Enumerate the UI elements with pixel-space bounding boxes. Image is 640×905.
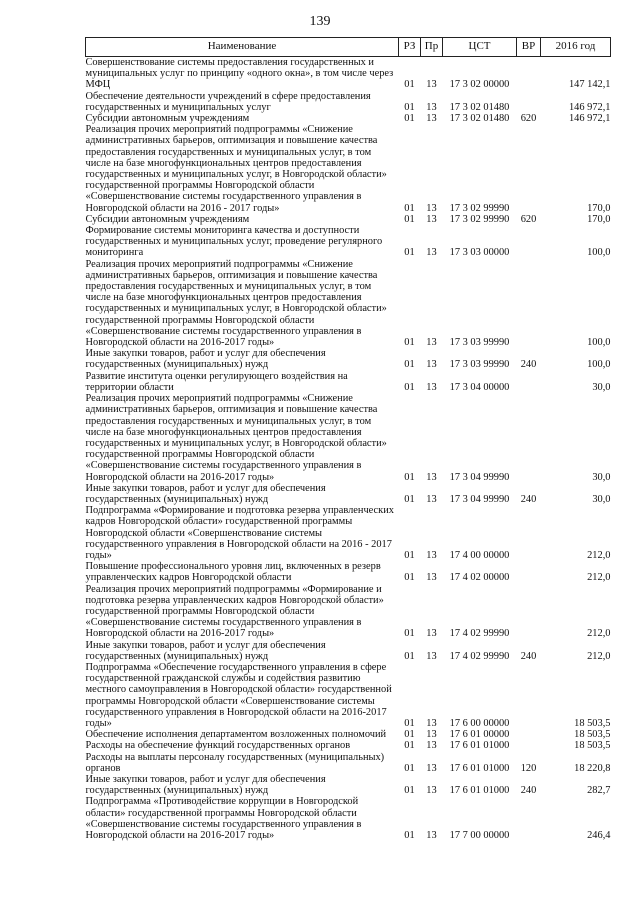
table-row <box>86 640 611 662</box>
cell-rz: 01 <box>404 549 415 561</box>
cell-cst: 17 3 02 00000 <box>449 79 510 91</box>
cell-cst: 17 6 01 01000 <box>449 740 510 752</box>
cell-name: Обеспечение деятельности учреждений в сфере предоставления государственных и муниципальных услуг <box>85 90 371 113</box>
table-row <box>86 259 611 349</box>
cell-rz: 01 <box>404 729 415 741</box>
cell-rz: 01 <box>404 785 415 797</box>
cell-pr: 13 <box>426 572 437 584</box>
cell-sum: 146 972,1 <box>568 101 611 113</box>
cell-pr: 13 <box>426 830 437 842</box>
cell-name: Подпрограмма «Противодействие коррупции в Новгородской области» государственной программы Новгородской области «Совершенствование системы государственного управления в Новгородской области на 2016-2017 годы» <box>85 796 362 842</box>
budget-table <box>85 37 611 841</box>
cell-vr: 240 <box>520 359 537 371</box>
cell-vr <box>517 91 541 113</box>
cell-cst: 17 3 02 01480 <box>449 101 510 113</box>
cell-sum: 212,0 <box>587 572 611 584</box>
cell-vr <box>517 57 541 91</box>
cell-pr: 13 <box>426 337 437 349</box>
cell-name: Повышение профессионального уровня лиц, включенных в резерв управленческих кадров Новгородской области <box>85 561 381 584</box>
cell-sum: 18 503,5 <box>574 729 611 741</box>
cell-cst: 17 3 02 99990 <box>449 202 510 214</box>
cell-sum: 100,0 <box>587 359 611 371</box>
table-row <box>86 113 611 124</box>
cell-name: Субсидии автономным учреждениям <box>85 213 250 225</box>
cell-pr: 13 <box>426 79 437 91</box>
table-row <box>86 214 611 225</box>
cell-sum: 170,0 <box>587 202 611 214</box>
cell-sum: 18 220,8 <box>574 762 611 774</box>
cell-pr: 13 <box>426 785 437 797</box>
cell-rz: 01 <box>404 113 415 125</box>
cell-name: Иные закупки товаров, работ и услуг для обеспечения государственных (муниципальных) нужд <box>85 774 326 797</box>
cell-sum: 212,0 <box>587 650 611 662</box>
cell-cst: 17 4 02 99990 <box>449 628 510 640</box>
table-row <box>86 729 611 740</box>
cell-vr <box>517 729 541 740</box>
column-header-cst: ЦСТ <box>443 38 517 57</box>
cell-vr <box>517 796 541 841</box>
cell-rz: 01 <box>404 628 415 640</box>
cell-vr <box>517 124 541 214</box>
cell-name: Реализация прочих мероприятий подпрограммы «Формирование и подготовка резерва управленческих кадров Новгородской области» государственной программы Новгородской области «Совершенствование системы государственного управления в Новгородской области на 2016-2017 годы» <box>85 583 384 640</box>
cell-cst: 17 3 03 99990 <box>449 337 510 349</box>
cell-name: Реализация прочих мероприятий подпрограммы «Снижение административных барьеров, оптимизация и повышение качества предоставления государственных и муниципальных услуг, в том числе на базе многофункциональных центров предоставления государственных и муниципальных услуг, в Новгородской области» государственной программы Новгородской области «Совершенствование системы государственного управления в Новгородской области на 2016-2017 годы» <box>85 258 387 349</box>
cell-sum: 212,0 <box>587 549 611 561</box>
cell-rz: 01 <box>404 101 415 113</box>
cell-name: Совершенствование системы предоставления государственных и муниципальных услуг по принципу «одного окна», в том числе через МФЦ <box>85 57 394 91</box>
cell-sum: 18 503,5 <box>574 740 611 752</box>
table-row <box>86 561 611 583</box>
cell-sum: 246,4 <box>587 830 611 842</box>
cell-vr <box>517 740 541 751</box>
cell-pr: 13 <box>426 717 437 729</box>
cell-name: Реализация прочих мероприятий подпрограммы «Снижение административных барьеров, оптимизация и повышение качества предоставления государственных и муниципальных услуг, в том числе на базе многофункциональных центров предоставления государственных и муниципальных услуг, в Новгородской области» государственной программы Новгородской области «Совершенствование системы государственного управления в Новгородской области на 2016-2017 годы» <box>85 393 387 483</box>
cell-cst: 17 3 03 00000 <box>449 247 510 259</box>
cell-cst: 17 6 01 00000 <box>449 729 510 741</box>
cell-name: Подпрограмма «Обеспечение государственного управления в сфере государственной гражданской службы и содействия развитию местного самоуправления в Новгородской области» государственной программы Новгородской области «Совершенствование системы государственного управления в Новгородской области на 2016-2017 годы» <box>85 661 392 729</box>
table-row <box>86 662 611 729</box>
cell-rz: 01 <box>404 493 415 505</box>
cell-name: Иные закупки товаров, работ и услуг для обеспечения государственных (муниципальных) нужд <box>85 348 326 371</box>
table-row <box>86 91 611 113</box>
table-row <box>86 124 611 214</box>
cell-vr: 620 <box>520 213 537 225</box>
cell-name: Обеспечение исполнения департаментом возложенных полномочий <box>85 729 387 741</box>
table-row <box>86 393 611 483</box>
table-row <box>86 225 611 259</box>
cell-pr: 13 <box>426 359 437 371</box>
cell-rz: 01 <box>404 213 415 225</box>
cell-vr: 240 <box>520 493 537 505</box>
cell-cst: 17 4 00 00000 <box>449 549 510 561</box>
column-header-year: 2016 год <box>541 38 611 57</box>
cell-vr <box>517 225 541 259</box>
cell-name: Расходы на обеспечение функций государственных органов <box>85 740 351 752</box>
cell-pr: 13 <box>426 493 437 505</box>
table-header-row <box>86 38 611 57</box>
cell-sum: 100,0 <box>587 337 611 349</box>
cell-sum: 212,0 <box>587 628 611 640</box>
cell-cst: 17 6 01 01000 <box>449 762 510 774</box>
cell-rz: 01 <box>404 359 415 371</box>
cell-rz: 01 <box>404 381 415 393</box>
cell-rz: 01 <box>404 247 415 259</box>
cell-rz: 01 <box>404 79 415 91</box>
cell-vr: 120 <box>520 762 537 774</box>
cell-vr <box>517 259 541 349</box>
table-row <box>86 774 611 796</box>
cell-cst: 17 3 04 99990 <box>449 471 510 483</box>
cell-rz: 01 <box>404 740 415 752</box>
cell-rz: 01 <box>404 650 415 662</box>
cell-rz: 01 <box>404 717 415 729</box>
cell-pr: 13 <box>426 549 437 561</box>
table-row <box>86 348 611 370</box>
cell-cst: 17 4 02 00000 <box>449 572 510 584</box>
cell-pr: 13 <box>426 202 437 214</box>
cell-pr: 13 <box>426 247 437 259</box>
cell-vr <box>517 505 541 561</box>
cell-pr: 13 <box>426 762 437 774</box>
cell-vr: 620 <box>520 113 537 125</box>
cell-pr: 13 <box>426 650 437 662</box>
cell-vr: 240 <box>520 650 537 662</box>
cell-sum: 170,0 <box>587 213 611 225</box>
cell-name: Реализация прочих мероприятий подпрограммы «Снижение административных барьеров, оптимизация и повышение качества предоставления государственных и муниципальных услуг, в том числе на базе многофункциональных центров предоставления государственных и муниципальных услуг, в Новгородской области» государственной программы Новгородской области «Совершенствование системы государственного управления в Новгородской области на 2016 - 2017 годы» <box>85 124 387 214</box>
cell-pr: 13 <box>426 101 437 113</box>
cell-rz: 01 <box>404 830 415 842</box>
cell-sum: 147 142,1 <box>568 79 611 91</box>
cell-name: Субсидии автономным учреждениям <box>85 113 250 125</box>
cell-cst: 17 3 03 99990 <box>449 359 510 371</box>
cell-cst: 17 7 00 00000 <box>449 830 510 842</box>
cell-sum: 282,7 <box>587 785 611 797</box>
cell-vr <box>517 393 541 483</box>
cell-sum: 30,0 <box>592 471 611 483</box>
cell-name: Формирование системы мониторинга качества и доступности государственных и муниципальных услуг, проведение регулярного мониторинга <box>85 225 383 259</box>
column-header-name: Наименование <box>86 38 399 57</box>
cell-rz: 01 <box>404 762 415 774</box>
cell-cst: 17 3 04 00000 <box>449 381 510 393</box>
cell-sum: 146 972,1 <box>568 113 611 125</box>
cell-name: Расходы на выплаты персоналу государственных (муниципальных) органов <box>85 751 385 774</box>
cell-pr: 13 <box>426 729 437 741</box>
cell-cst: 17 3 02 99990 <box>449 213 510 225</box>
cell-cst: 17 6 01 01000 <box>449 785 510 797</box>
cell-sum: 30,0 <box>592 381 611 393</box>
cell-sum: 100,0 <box>587 247 611 259</box>
table-row <box>86 483 611 505</box>
cell-rz: 01 <box>404 337 415 349</box>
cell-name: Развитие института оценки регулирующего воздействия на территории области <box>85 370 348 393</box>
table-row <box>86 505 611 561</box>
cell-cst: 17 3 04 99990 <box>449 493 510 505</box>
cell-pr: 13 <box>426 740 437 752</box>
table-row <box>86 796 611 841</box>
cell-cst: 17 4 02 99990 <box>449 650 510 662</box>
cell-vr <box>517 662 541 729</box>
cell-pr: 13 <box>426 471 437 483</box>
cell-rz: 01 <box>404 471 415 483</box>
column-header-pr: Пр <box>421 38 443 57</box>
cell-vr <box>517 584 541 640</box>
cell-sum: 18 503,5 <box>574 717 611 729</box>
table-row <box>86 57 611 91</box>
cell-rz: 01 <box>404 202 415 214</box>
column-header-rz: РЗ <box>399 38 421 57</box>
column-header-vr: ВР <box>517 38 541 57</box>
page-number: 139 <box>309 14 331 29</box>
cell-cst: 17 6 00 00000 <box>449 717 510 729</box>
cell-name: Иные закупки товаров, работ и услуг для обеспечения государственных (муниципальных) нужд <box>85 482 326 505</box>
cell-vr: 240 <box>520 785 537 797</box>
cell-sum: 30,0 <box>592 493 611 505</box>
cell-cst: 17 3 02 01480 <box>449 113 510 125</box>
table-row <box>86 371 611 393</box>
table-row <box>86 752 611 774</box>
table-row <box>86 584 611 640</box>
cell-name: Подпрограмма «Формирование и подготовка резерва управленческих кадров Новгородской области» государственной программы Новгородской области «Совершенствование системы государственного управления в Новгородской области на 2016 - 2017 годы» <box>85 505 394 561</box>
cell-rz: 01 <box>404 572 415 584</box>
cell-pr: 13 <box>426 381 437 393</box>
cell-vr <box>517 561 541 583</box>
cell-pr: 13 <box>426 113 437 125</box>
cell-pr: 13 <box>426 628 437 640</box>
table-row <box>86 740 611 751</box>
cell-vr <box>517 371 541 393</box>
cell-name: Иные закупки товаров, работ и услуг для обеспечения государственных (муниципальных) нужд <box>85 639 326 662</box>
cell-pr: 13 <box>426 213 437 225</box>
